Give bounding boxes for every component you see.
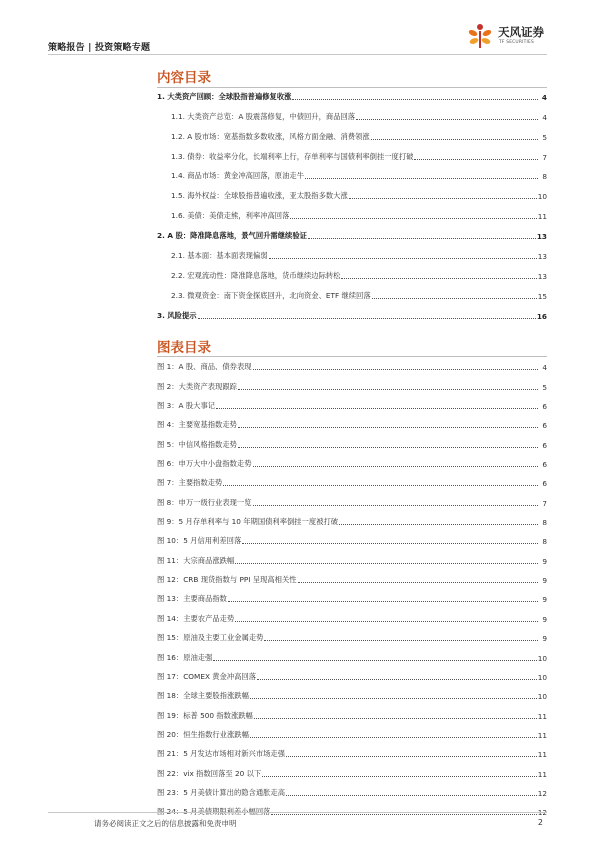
figure-entry-title: 图 3：A 股大事记: [157, 401, 216, 411]
figure-entry-title: 图 18：全球主要股指涨跌幅: [157, 691, 249, 701]
footer-disclaimer: 请务必阅读正文之后的信息披露和免责申明: [94, 819, 237, 828]
dot-leader: [238, 427, 538, 428]
figure-entry[interactable]: [157, 701, 547, 720]
figure-entry-title: 图 5：中信风格指数走势: [157, 439, 237, 449]
toc-entry-title: 1.1. 大类资产总览：A 股震荡修复，中债回升，商品回落: [171, 111, 356, 121]
figure-entry-title: 图 2：大类资产表现跟踪: [157, 381, 237, 391]
figure-entry-title: 图 23：5 月美债计算出的隐含通胀走高: [157, 787, 286, 797]
toc-entry[interactable]: [157, 201, 547, 221]
figures-list: [157, 353, 547, 817]
toc-entry-title: 1.4. 商品市场：黄金冲高回落，原油走牛: [171, 171, 304, 181]
dot-leader: [257, 679, 537, 680]
dot-leader: [238, 389, 538, 390]
dot-leader: [250, 698, 537, 699]
dot-leader: [264, 640, 538, 641]
toc-entry-title: 1.3. 债券：收益率分化，长端利率上行，存单利率与国债利率倒挂一度打破: [171, 151, 414, 161]
dot-leader: [223, 485, 538, 486]
figure-entry-title: 图 7：主要指数走势: [157, 478, 223, 488]
figure-entry[interactable]: [157, 663, 547, 682]
dot-leader: [216, 408, 538, 409]
dot-leader: [238, 447, 538, 448]
figure-entry-title: 图 22：vix 指数回落至 20 以下: [157, 768, 262, 778]
figure-entry[interactable]: [157, 372, 547, 391]
dot-leader: [235, 563, 538, 564]
figure-entry[interactable]: [157, 546, 547, 565]
figure-entry[interactable]: [157, 779, 547, 798]
figure-entry[interactable]: [157, 721, 547, 740]
toc-entry-page: 4: [542, 112, 547, 122]
figure-entry-page: 6: [542, 460, 547, 470]
figure-entry[interactable]: [157, 488, 547, 507]
figure-entry[interactable]: [157, 585, 547, 604]
figure-entry-page: 11: [537, 769, 547, 779]
figure-entry-title: 图 19：标普 500 指数涨跌幅: [157, 710, 253, 720]
toc-entry-title: 3. 风险提示: [157, 310, 197, 320]
toc-entry[interactable]: [157, 162, 547, 182]
figure-entry-page: 5: [542, 382, 547, 392]
figure-entry-title: 图 11：大宗商品涨跌幅: [157, 555, 235, 565]
dot-leader: [414, 159, 538, 160]
figure-entry-title: 图 8：申万一级行业表现一览: [157, 497, 252, 507]
figure-entry[interactable]: [157, 430, 547, 449]
figure-entry[interactable]: [157, 411, 547, 430]
dot-leader: [213, 660, 536, 661]
figure-entry[interactable]: [157, 469, 547, 488]
dot-leader: [198, 318, 536, 319]
dot-leader: [308, 238, 536, 239]
figure-entry[interactable]: [157, 798, 547, 817]
figure-entry-page: 9: [542, 614, 547, 624]
toc-entry-title: 1.5. 海外权益：全球股指普遍收涨，亚太股指多数大涨: [171, 191, 348, 201]
toc-entry[interactable]: [157, 122, 547, 142]
figure-entry[interactable]: [157, 527, 547, 546]
dot-leader: [292, 99, 538, 100]
toc-entry-page: 4: [541, 92, 547, 102]
figure-entry[interactable]: [157, 682, 547, 701]
dot-leader: [262, 776, 537, 777]
toc-entry-title: 2.3. 微观资金：南下资金探底回升，北向资金、ETF 继续回落: [171, 290, 371, 300]
toc-entry-title: 2.2. 宏观流动性：降准降息落地，货币继续边际转松: [171, 270, 341, 280]
header-report-type: 策略报告 | 投资策略专题: [48, 43, 151, 53]
dot-leader: [253, 369, 538, 370]
figure-entry-page: 10: [537, 692, 547, 702]
figure-entry-page: 9: [542, 556, 547, 566]
figure-entry[interactable]: [157, 450, 547, 469]
figure-entry[interactable]: [157, 604, 547, 623]
dot-leader: [298, 582, 538, 583]
figure-entry-title: 图 17：COMEX 黄金冲高回落: [157, 671, 257, 681]
toc-entry[interactable]: [157, 281, 547, 301]
dot-leader: [356, 119, 538, 120]
figure-entry-page: 11: [537, 730, 547, 740]
toc-entry-page: 16: [536, 311, 547, 321]
figure-entry-page: 9: [542, 576, 547, 586]
dot-leader: [269, 258, 537, 259]
figure-entry-page: 9: [542, 634, 547, 644]
figure-entry[interactable]: [157, 624, 547, 643]
figure-entry-title: 图 20：恒生指数行业涨跌幅: [157, 729, 249, 739]
dot-leader: [253, 466, 538, 467]
logo-mark-icon: [466, 22, 494, 50]
dot-leader: [242, 543, 538, 544]
toc-entry-page: 13: [537, 252, 547, 262]
dot-leader: [286, 795, 537, 796]
page-number: 2: [537, 818, 543, 827]
figure-entry-title: 图 1：A 股、商品、债券表现: [157, 362, 252, 372]
toc-entry[interactable]: [157, 82, 547, 102]
logo-text-cn: 天风证券: [498, 25, 544, 39]
figure-entry[interactable]: [157, 643, 547, 662]
figure-entry-page: 6: [542, 402, 547, 412]
figure-entry[interactable]: [157, 740, 547, 759]
toc-entry-page: 10: [537, 192, 547, 202]
figure-entry-page: 10: [537, 653, 547, 663]
toc-entry[interactable]: [157, 261, 547, 281]
figure-entry[interactable]: [157, 353, 547, 372]
figure-entry-page: 6: [542, 440, 547, 450]
figure-entry-page: 8: [542, 537, 547, 547]
toc-entry-page: 13: [536, 232, 547, 242]
figure-entry-title: 图 10：5 月信用利差回落: [157, 536, 242, 546]
figure-entry-page: 9: [542, 595, 547, 605]
header-divider: [48, 54, 547, 55]
footer-divider: [48, 812, 547, 813]
figure-entry-page: 6: [542, 479, 547, 489]
toc-entry[interactable]: [157, 221, 547, 241]
dot-leader: [371, 139, 538, 140]
dot-leader: [339, 524, 538, 525]
toc-list: [157, 82, 547, 321]
toc-entry-title: 1.2. A 股市场：宽基指数多数收涨，风格方面金融、消费领涨: [171, 131, 370, 141]
figure-entry-title: 图 15：原油及主要工业金属走势: [157, 633, 264, 643]
dot-leader: [253, 505, 538, 506]
figure-entry-page: 11: [537, 711, 547, 721]
figure-entry-title: 图 14：主要农产品走势: [157, 613, 235, 623]
dot-leader: [305, 178, 538, 179]
dot-leader: [290, 218, 536, 219]
dot-leader: [341, 278, 536, 279]
toc-entry[interactable]: [157, 102, 547, 122]
figure-entry-title: 图 21：5 月发达市场相对新兴市场走强: [157, 749, 286, 759]
company-logo: [466, 22, 552, 52]
figure-entry-page: 4: [542, 363, 547, 373]
toc-entry-title: 1.6. 美债：美债走熊，利率冲高回落: [171, 211, 290, 221]
figure-entry-page: 8: [542, 518, 547, 528]
figure-entry[interactable]: [157, 392, 547, 411]
toc-entry-page: 8: [542, 172, 547, 182]
dot-leader: [349, 198, 537, 199]
toc-entry-title: 2.1. 基本面：基本面表现偏弱: [171, 251, 268, 261]
dot-leader: [372, 298, 537, 299]
dot-leader: [235, 621, 538, 622]
dot-leader: [254, 718, 537, 719]
figure-entry-title: 图 4：主要宽基指数走势: [157, 420, 237, 430]
toc-entry-page: 15: [537, 291, 547, 301]
dot-leader: [286, 756, 537, 757]
figure-entry[interactable]: [157, 566, 547, 585]
toc-entry-page: 5: [542, 132, 547, 142]
figure-entry[interactable]: [157, 759, 547, 778]
toc-entry-page: 13: [537, 271, 547, 281]
figure-entry-page: 7: [542, 498, 547, 508]
figure-entry-page: 10: [537, 672, 547, 682]
dot-leader: [271, 814, 536, 815]
toc-entry[interactable]: [157, 142, 547, 162]
toc-entry[interactable]: [157, 241, 547, 261]
figure-entry-title: 图 6：申万大中小盘指数走势: [157, 459, 252, 469]
figures-title: 图表目录: [157, 340, 211, 356]
figure-entry-title: 图 12：CRB 现货指数与 PPI 呈现高相关性: [157, 575, 297, 585]
dot-leader: [250, 737, 537, 738]
figure-entry-title: 图 13：主要商品指数: [157, 594, 227, 604]
figure-entry-page: 12: [537, 788, 547, 798]
figure-entry-title: 图 16：原油走强: [157, 652, 213, 662]
toc-entry-title: 1. 大类资产回顾：全球股指普遍修复收涨: [157, 91, 292, 101]
toc-entry-page: 7: [542, 152, 547, 162]
toc-title: 内容目录: [157, 70, 211, 86]
toc-entry[interactable]: [157, 181, 547, 201]
figure-entry-page: 6: [542, 421, 547, 431]
figure-entry[interactable]: [157, 508, 547, 527]
toc-entry-page: 11: [537, 212, 547, 222]
logo-text-en: TF SECURITIES: [499, 40, 534, 45]
toc-entry[interactable]: [157, 301, 547, 321]
figure-entry-title: 图 9：5 月存单利率与 10 年期国债利率倒挂一度被打破: [157, 517, 339, 527]
figure-entry-page: 11: [537, 750, 547, 760]
toc-entry-title: 2. A 股：降准降息落地，景气回升需继续验证: [157, 231, 307, 241]
dot-leader: [228, 601, 538, 602]
